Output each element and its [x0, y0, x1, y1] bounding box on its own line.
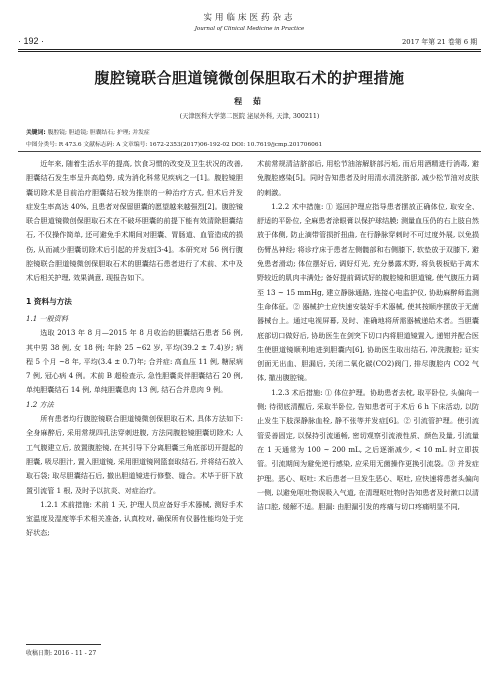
- methods-paragraph: 所有患者均行腹腔镜联合胆道镜微创保胆取石术, 具体方法如下: 全身麻醉后, 采用常规四孔法穿刺进腹, 方法同腹腔镜胆囊切除术; 人工气腹建立后, 放置腹腔镜, 在其引导下分离胆囊三角底部切开提起的胆囊, 吸尽胆汁, 置入胆道镜, 采用胆道镜网篮套取结石, 并将结石放入取石袋; 取尽胆囊结石后, 撤出胆道镜进行修整、缝合。术毕于肝下放置引流管 1 根, 及时予以抗炎、对症治疗。: [26, 414, 243, 495]
- received-date: 收稿日期: 2016 - 11 - 27: [26, 650, 97, 657]
- keywords-line: [26, 127, 150, 136]
- article-title: 腹腔镜联合胆道镜微创保胆取石术的护理措施: [94, 69, 405, 87]
- header-rule-thin: [18, 51, 481, 52]
- preop-paragraph: 1.2.1 术前措施: 术前 1 天, 护理人员应备好手术器械, 测好手术室温度及湿度等手术相关准备, 认真校对, 确保所有仪器性能均处于完好状态;: [26, 499, 243, 538]
- journal-title-cn: 实用临床医药杂志: [203, 13, 296, 23]
- subsection-heading: 1.1 一般资料: [26, 313, 68, 323]
- header-rule: [18, 49, 481, 50]
- classification-line: 中图分类号: R 473.6 文献标志码: A 文章编号: 1672-2353(2017)06-192-02 DOI: 10.7619/jcmp.201706061: [26, 142, 323, 148]
- journal-title-en: Journal of Clinical Medicine in Practice: [194, 26, 305, 32]
- continued-paragraph: 术前常规清洁脐部后, 用松节油溶解脐部污垢, 而后用酒精进行消毒, 避免腹腔感染[5]。同时告知患者及时用清水清洗脐部, 减少松节油对皮肤的刺激。: [257, 159, 479, 197]
- right-column: [257, 157, 479, 514]
- intro-paragraph: 近年来, 随着生活水平的提高, 饮食习惯的改变及卫生状况的改善, 胆囊结石发生率呈升高趋势, 成为消化科常见疾病之一[1]。腹腔镜胆囊切除术是目前治疗胆囊结石较为推崇的一种治疗方式, 但术后并发症发生率高达 40%, 且患者对保留胆囊的愿望越来越强烈[2]。腹腔镜联合胆道镜微创保胆取石术在不破坏胆囊的前提下能有效清除胆囊结石, 不仅操作简单, 还可避免手术期间对胆囊、胃肠道、血管造成的损伤, 从而减少胆囊切除术后引起的并发症[3-4]。本研究对 56 例行腹腔镜联合胆道镜微创保胆取石术的胆囊结石患者进行了术前、术中及术后相关护理, 效果满意, 现报告如下。: [26, 159, 244, 283]
- issue-info: 2017 年第 21 卷第 6 期: [401, 38, 477, 46]
- author: 程 茹: [234, 96, 265, 106]
- postop-paragraph: 1.2.3 术后措施: ① 体位护理。协助患者去枕, 取平卧位, 头偏向一侧; 待彻底清醒后, 采取半卧位, 告知患者可于术后 6 h 下床活动, 以防止发生下肢深静脉血栓, 静不张等并发症[6]。② 引流管护理。使引流管妥善固定, 以保持引流通畅, 密切观察引流液性质、颜色及量, 引流量在 1 天通常为 100 ~ 200 mL, 之后逐渐减少, < 10 mL 时立即拔管。引流期间为避免逆行感染, 应采用无菌操作更换引流袋。③ 并发症护理。恶心、呕吐: 术后患者一旦发生恶心、呕吐, 应快速将患者头偏向一侧, 以避免呕吐物误吸入气道, 在清理呕吐物时告知患者及时漱口以清洁口腔, 缓解不适。胆漏: 由胆漏引发的疼痛与切口疼痛明显不同,: [257, 387, 479, 512]
- affiliation: (天津医科大学第二医院 泌尿外科, 天津, 300211): [179, 113, 320, 120]
- meta-rule: [18, 151, 481, 152]
- general-data-paragraph: 选取 2013 年 8 月—2015 年 8 月收治的胆囊结石患者 56 例, 其中男 38 例, 女 18 例; 年龄 25 ~62 岁, 平均(39.2 ± 7.4)岁; 病程 5 个月 ~8 年, 平均(3.4 ± 0.7)年; 合并症: 高血压 11 例, 糖尿病 7 例, 冠心病 4 例。术前 B 超检查示, 急性胆囊炎伴胆囊结石 20 例, 单纯胆囊结石 14 例, 单纯胆囊息肉 13 例, 结石合并息肉 9 例。: [26, 328, 243, 395]
- keywords-label: 关键词:: [26, 130, 46, 136]
- intraop-paragraph: 1.2.2 术中措施: ① 巡回护理应指导患者摆放正确体位, 取安全、舒适的平卧位, 全麻患者涂眼膏以保护球结膜; 测量血压仍的右上肢自然放于体侧, 防止滴带管损折扭曲, 在行静脉穿刺时不可过度外展, 以免损伤臂丛神经; 将诊疗床于患者左侧髋部和右侧膝下, 软垫放于双膝下, 避免患者滑动; 体位摆好后, 调好灯光, 充分暴露术野, 将负极板贴于离术野较近的肌肉丰满处; 备好提前调试好的腹腔镜和胆道镜, 使气腹压力调至 13 ~ 15 mmHg, 建立静脉通路, 连接心电监护仪, 协助麻醉师监测生命体征。② 器械护士应快速安装好手术器械, 使其按顺序摆放于无菌器械台上。通过电视屏幕, 及时、准确地将所需器械递给术者。当胆囊底部切口做好后, 协助医生在剑突下切口内将胆道镜置入, 递钳并配合医生使胆道镜顺利地进到胆囊内[6], 协助医生取出结石, 冲洗腹腔; 证实创面无出血、胆漏后, 关闭二氧化碳(CO2)阀门, 排尽腹腔内 CO2 气体, 撤出腹腔镜。: [257, 201, 479, 383]
- page-number: · 192 ·: [18, 36, 45, 46]
- footnote-rule: [26, 644, 101, 645]
- left-column: [26, 157, 243, 541]
- keywords: 腹腔镜; 胆道镜; 胆囊结石; 护理; 并发症: [47, 130, 150, 136]
- section-heading: 1 资料与方法: [26, 296, 72, 306]
- subsection-heading: 1.2 方法: [26, 399, 54, 409]
